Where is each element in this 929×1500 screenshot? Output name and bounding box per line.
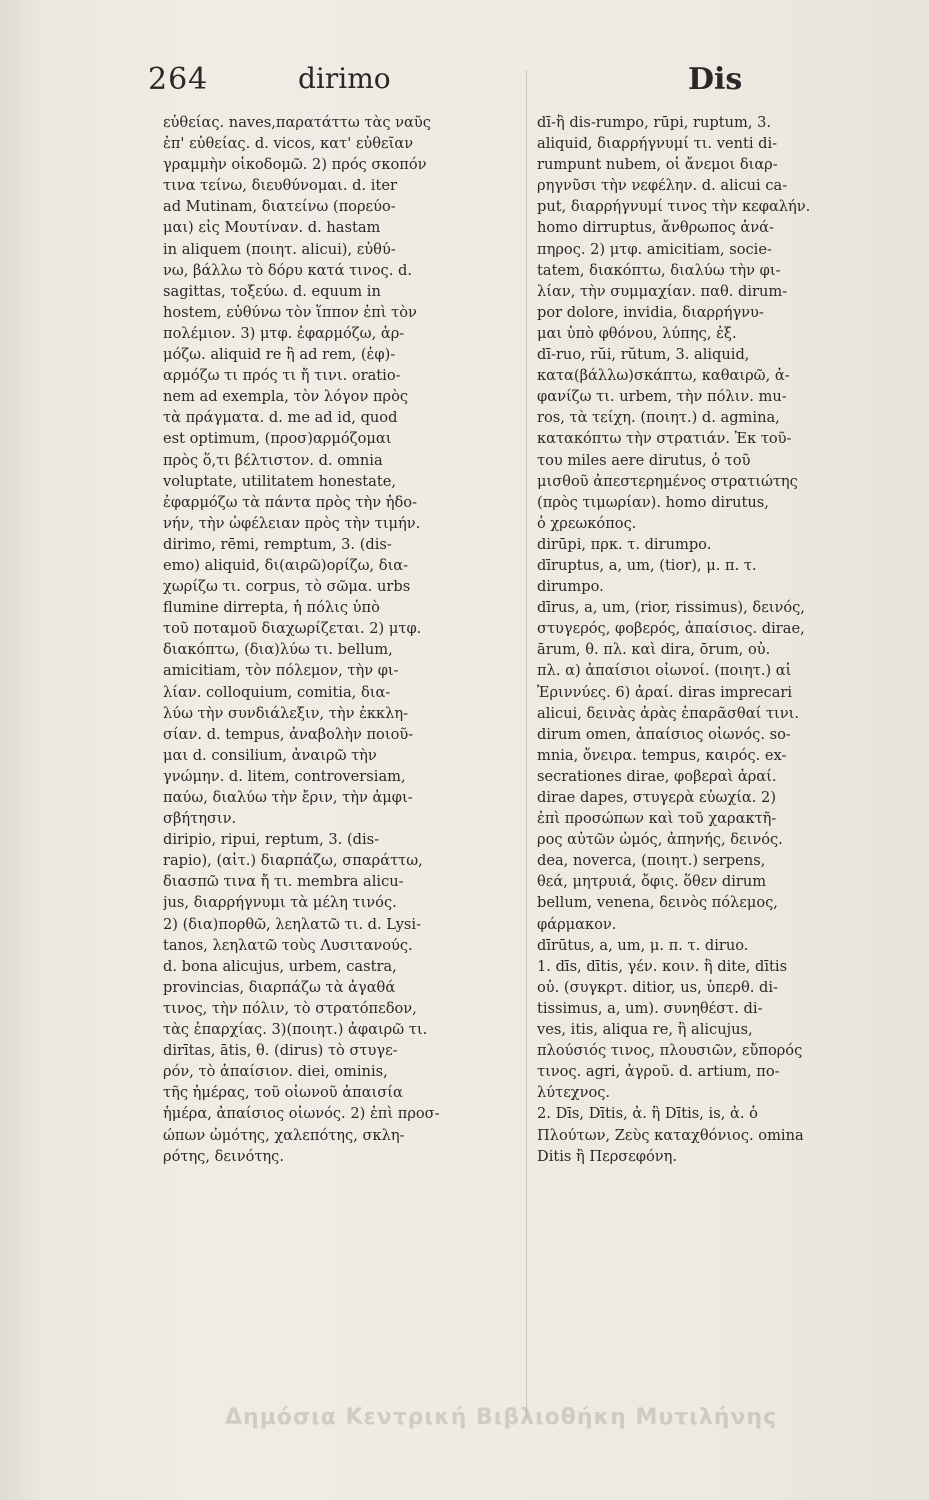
dictionary-line: μαι ὑπὸ φθόνου, λύπης, ἐξ. (537, 324, 737, 342)
dictionary-line: λύτεχνος. (537, 1084, 611, 1102)
dictionary-line: φάρμακον. (537, 915, 617, 933)
dictionary-line: κατα(βάλλω)σκάπτω, καθαιρῶ, ἀ- (537, 367, 790, 385)
dictionary-line: dīruptus, a, um, (tior), μ. π. τ. (537, 556, 757, 574)
dictionary-line: πλούσιός τινος, πλουσιῶν, εὔπορός (537, 1042, 803, 1060)
dictionary-line: ros, τὰ τείχη. (ποιητ.) d. agmina, (537, 409, 780, 427)
dictionary-line: 2) (δια)πορθῶ, λεηλατῶ τι. d. Lysi- (163, 915, 422, 933)
dictionary-line: ρότης, δεινότης. (163, 1147, 284, 1165)
dictionary-line: tatem, διακόπτω, διαλύω τὴν φι- (537, 261, 781, 279)
page-header (148, 62, 748, 106)
dictionary-line: alicui, δεινὰς ἀρὰς ἐπαρᾶσθαί τινι. (537, 704, 799, 722)
dictionary-line: λίαν, τὴν συμμαχίαν. παθ. dirum- (537, 282, 788, 300)
left-column (163, 112, 523, 1167)
dictionary-line: διασπῶ τινα ἤ τι. membra alicu- (163, 873, 404, 891)
dictionary-line: rapio), (αἰτ.) διαρπάζω, σπαράττω, (163, 852, 423, 870)
dictionary-line: dea, noverca, (ποιητ.) serpens, (537, 852, 766, 870)
dictionary-line: πηρος. 2) μτφ. amicitiam, socie- (537, 240, 772, 258)
dictionary-line: emo) aliquid, δι(αιρῶ)ορίζω, δια- (163, 556, 409, 574)
dictionary-line: dīrūtus, a, um, μ. π. τ. diruo. (537, 936, 749, 954)
dictionary-line: σβήτησιν. (163, 810, 237, 828)
dictionary-line: dī-ruo, rŭi, rŭtum, 3. aliquid, (537, 346, 750, 364)
dictionary-line: πρὸς ὅ,τι βέλτιστον. d. omnia (163, 451, 383, 469)
dictionary-line: mnia, ὄνειρα. tempus, καιρός. ex- (537, 746, 787, 764)
dictionary-line: ἐφαρμόζω τὰ πάντα πρὸς τὴν ἡδο- (163, 493, 418, 511)
dictionary-line: ρηγνῦσι τὴν νεφέλην. d. alicui ca- (537, 177, 788, 195)
guide-word: Dis (688, 62, 743, 97)
dictionary-line: hostem, εὐθύνω τὸν ἵππον ἐπὶ τὸν (163, 303, 417, 321)
dictionary-line: πλ. α) ἀπαίσιοι οἰωνοί. (ποιητ.) αἱ (537, 662, 792, 680)
dictionary-line: μόζω. aliquid re ἢ ad rem, (ἐφ)- (163, 346, 396, 364)
dictionary-line: οὐ. (συγκρτ. ditior, us, ὑπερθ. di- (537, 978, 778, 996)
dictionary-line: τινος, τὴν πόλιν, τὸ στρατόπεδον, (163, 999, 417, 1017)
dictionary-line: εὐθείας. naves,παρατάττω τὰς ναῦς (163, 114, 431, 131)
dictionary-line: nem ad exempla, τὸν λόγον πρὸς (163, 388, 409, 406)
dictionary-line: τινος. agri, ἀγροῦ. d. artium, πο- (537, 1063, 780, 1081)
dictionary-line: χωρίζω τι. corpus, τὸ σῶμα. urbs (163, 578, 411, 596)
dictionary-line: ἡμέρα, ἀπαίσιος οἰωνός. 2) ἐπὶ προσ- (163, 1105, 440, 1123)
running-head: dirimo (298, 62, 391, 95)
dictionary-line: in aliquem (ποιητ. alicui), εὐθύ- (163, 240, 396, 258)
dictionary-line: homo dirruptus, ἄνθρωπος ἀνά- (537, 219, 774, 237)
dictionary-line: diripio, ripui, reptum, 3. (dis- (163, 831, 380, 849)
dictionary-line: στυγερός, φοβερός, ἀπαίσιος. dirae, (537, 620, 805, 638)
dictionary-line: ὁ χρεωκόπος. (537, 514, 637, 532)
dictionary-line: dirae dapes, στυγερὰ εὐωχία. 2) (537, 789, 777, 806)
dictionary-line: dirimo, rēmi, remptum, 3. (dis- (163, 535, 392, 553)
dictionary-line: ἐπὶ προσώπων καὶ τοῦ χαρακτῆ- (537, 810, 777, 828)
dictionary-line: κατακόπτω τὴν στρατιάν. Ἐκ τοῦ- (537, 430, 792, 448)
dictionary-line: μαι d. consilium, ἀναιρῶ τὴν (163, 746, 377, 764)
dictionary-line: 1. dīs, dītis, γέν. κοιν. ἢ dite, dītis (537, 957, 788, 975)
dictionary-line: ārum, θ. πλ. καὶ dira, ōrum, οὐ. (537, 641, 771, 659)
dictionary-line: του miles aere dirutus, ὁ τοῦ (537, 451, 751, 469)
dictionary-line: dirum omen, ἀπαίσιος οἰωνός. so- (537, 725, 791, 743)
dictionary-line: (πρὸς τιμωρίαν). homo dirutus, (537, 493, 769, 511)
dictionary-line: sagittas, τοξεύω. d. equum in (163, 282, 381, 300)
dictionary-line: provincias, διαρπάζω τὰ ἀγαθά (163, 978, 396, 996)
dictionary-line: dirumpo. (537, 578, 604, 596)
dictionary-line: Πλούτων, Ζεὺς καταχθόνιος. omina (537, 1126, 804, 1144)
dictionary-line: dīrus, a, um, (rior, rissimus), δεινός, (537, 599, 805, 617)
dictionary-line: amicitiam, τὸν πόλεμον, τὴν φι- (163, 662, 399, 680)
dictionary-line: νω, βάλλω τὸ δόρυ κατά τινος. d. (163, 261, 412, 279)
right-column (537, 112, 897, 1167)
dictionary-line: μαι) εἰς Μουτίναν. d. hastam (163, 219, 381, 237)
dictionary-line: τὰ πράγματα. d. me ad id, quod (163, 409, 398, 427)
dictionary-line: νήν, τὴν ὠφέλειαν πρὸς τὴν τιμήν. (163, 514, 421, 532)
dictionary-line: ρος αὐτῶν ὠμός, ἀπηνής, δεινός. (537, 831, 783, 849)
library-watermark: Δημόσια Κεντρική Βιβλιοθήκη Μυτιλήνης (225, 1405, 778, 1430)
dictionary-line: aliquid, διαρρήγνυμί τι. venti di- (537, 135, 778, 153)
dictionary-line: τῆς ἡμέρας, τοῦ οἰωνοῦ ἀπαισία (163, 1084, 403, 1102)
dictionary-line: put, διαρρήγνυμί τινος τὴν κεφαλήν. (537, 198, 811, 216)
dictionary-line: τὰς ἐπαρχίας. 3)(ποιητ.) ἀφαιρῶ τι. (163, 1021, 428, 1039)
dictionary-line: λύω τὴν συνδιάλεξιν, τὴν ἐκκλη- (163, 704, 409, 722)
dictionary-line: Ditis ἢ Περσεφόνη. (537, 1147, 678, 1165)
dictionary-line: secrationes dirae, φοβεραὶ ἀραί. (537, 767, 777, 785)
dictionary-line: γνώμην. d. litem, controversiam, (163, 767, 406, 785)
dictionary-line: flumine dirrepta, ἡ πόλις ὑπὸ (163, 599, 380, 617)
dictionary-line: tissimus, a, um). συνηθέστ. di- (537, 999, 763, 1017)
dictionary-line: ves, itis, aliqua re, ἢ alicujus, (537, 1021, 753, 1039)
dictionary-line: πολέμιον. 3) μτφ. ἐφαρμόζω, ἁρ- (163, 324, 405, 342)
dictionary-line: tanos, λεηλατῶ τοὺς Λυσιτανούς. (163, 936, 413, 954)
dictionary-line: d. bona alicujus, urbem, castra, (163, 957, 397, 975)
dictionary-line: τινα τείνω, διευθύνομαι. d. iter (163, 177, 397, 195)
dictionary-line: bellum, venena, δεινὸς πόλεμος, (537, 894, 778, 912)
dictionary-line: ώπων ὠμότης, χαλεπότης, σκλη- (163, 1126, 405, 1144)
dictionary-line: 2. Dīs, Dītis, ἀ. ἢ Dītis, is, ἀ. ὁ (537, 1105, 758, 1123)
dictionary-line: ρόν, τὸ ἀπαίσιον. diei, ominis, (163, 1063, 388, 1081)
dictionary-line: φανίζω τι. urbem, τὴν πόλιν. mu- (537, 388, 787, 406)
dictionary-line: παύω, διαλύω τὴν ἔριν, τὴν ἀμφι- (163, 789, 413, 806)
dictionary-line: jus, διαρρήγνυμι τὰ μέλη τινός. (163, 894, 397, 912)
dictionary-line: dirītas, ātis, θ. (dirus) τὸ στυγε- (163, 1042, 398, 1060)
dictionary-line: τοῦ ποταμοῦ διαχωρίζεται. 2) μτφ. (163, 620, 422, 638)
dictionary-line: dirūpi, πρκ. τ. dirumpo. (537, 535, 712, 553)
dictionary-line: λίαν. colloquium, comitia, δια- (163, 683, 391, 701)
dictionary-line: ἐπ' εὐθείας. d. vicos, κατ' εὐθεῖαν (163, 135, 414, 153)
dictionary-line: dī-ἢ dis-rumpo, rūpi, ruptum, 3. (537, 114, 772, 131)
column-divider (526, 70, 527, 1420)
dictionary-line: ad Mutinam, διατείνω (πορεύο- (163, 198, 396, 216)
dictionary-line: por dolore, invidia, διαρρήγνυ- (537, 303, 764, 321)
dictionary-line: μισθοῦ ἀπεστερημένος στρατιώτης (537, 472, 798, 490)
dictionary-line: διακόπτω, (δια)λύω τι. bellum, (163, 641, 393, 659)
dictionary-line: αρμόζω τι πρός τι ἤ τινι. oratio- (163, 367, 401, 385)
page-number: 264 (148, 62, 209, 97)
dictionary-line: σίαν. d. tempus, ἀναβολὴν ποιοῦ- (163, 725, 414, 743)
dictionary-line: θεά, μητρυιά, ὄφις. ὅθεν dirum (537, 873, 767, 891)
dictionary-line: Ἐριννύες. 6) ἀραί. diras imprecari (537, 683, 793, 701)
dictionary-line: voluptate, utilitatem honestate, (163, 472, 397, 490)
dictionary-line: rumpunt nubem, οἱ ἄνεμοι διαρ- (537, 156, 778, 174)
dictionary-line: est optimum, (προσ)αρμόζομαι (163, 430, 392, 448)
dictionary-line: γραμμὴν οἰκοδομῶ. 2) πρός σκοπόν (163, 156, 427, 174)
